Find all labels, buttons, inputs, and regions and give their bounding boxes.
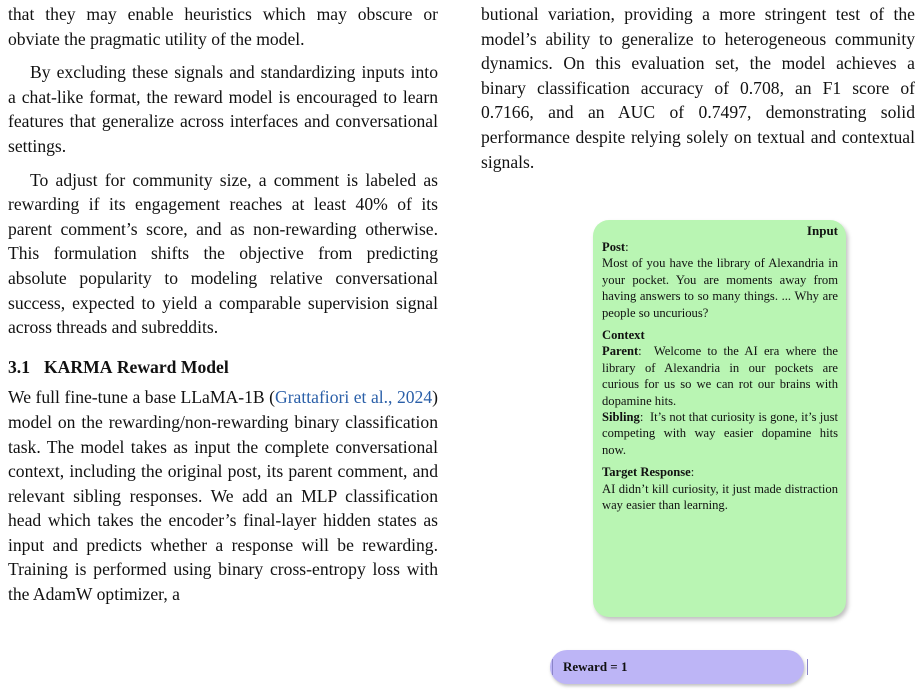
target-label: Target Response [602,465,691,480]
post-label-line: Post: [602,240,629,254]
sibling-label: Sibling [602,410,640,425]
parent-label: Parent [602,344,639,359]
paragraph-reward-model [8,385,438,606]
parent-block: Parent: Welcome to the AI era where the library of Alexandria in our pockets are curious for us so we can rot our brains with dopamine hits. [602,344,838,408]
paragraph-community-size: To adjust for community size, a comment is labeled as rewarding if its engagement reaches at least 40% of its parent comment’s score, and as non-rewarding otherwise. This formulation shifts the objective from predicting absolute popularity to modeling relative conversational success, expected to yield a comparable supervision signal across threads and subreddits. [8,169,438,338]
paragraph-reward-model-rest: ) model on the rewarding/non-rewarding binary classification task. The model takes as input the complete conversational context, including the original post, its parent comment, and relevant sibling responses. We add an MLP classification head which takes the encoder’s final-layer hidden states as input and predicts whether a response will be rewarding. Training is performed using binary cross-entropy loss with the AdamW optimizer, a [8,387,439,605]
section-title-smallcaps: KARMA [44,356,113,377]
reward-right-tick [807,659,808,675]
sibling-text: It’s not that curiosity is gone, it’s just competing with way easier dopamine hits now. [602,410,838,457]
section-title-rest: Reward Model [116,356,229,377]
right-column [481,0,915,174]
reward-left-tick [552,659,553,675]
post-text: Most of you have the library of Alexandria in your pocket. You are moments away from having answers to so many things. ... Why are people so uncurious? [602,256,838,320]
target-text: AI didn’t kill curiosity, it just made distraction way easier than learning. [602,481,838,513]
input-title: Input [806,223,838,238]
sibling-block: Sibling: It’s not that curiosity is gone, it’s just competing with way easier dopamine hits now. [602,410,838,457]
citation-link[interactable]: Grattafiori et al., 2024 [274,387,433,408]
post-label: Post [602,240,626,254]
paragraph-evaluation: butional variation, providing a more stringent test of the model’s ability to generalize to heterogeneous community dynamics. On this evaluation set, the model achieves a binary classification accuracy of 0.708, an F1 score of 0.7166, and an AUC of 0.7497, demonstrating solid performance despite relying solely on textual and contextual signals. [481,4,915,172]
input-card [593,220,846,617]
left-column [8,0,438,607]
reward-label: Reward = 1 [563,659,628,674]
section-heading [8,355,438,380]
paragraph-continued: that they may enable heuristics which may obscure or obviate the pragmatic utility of the model. [8,4,438,49]
paragraph-reward-model-start: We full fine-tune a base LLaMA-1B ( [8,387,275,408]
target-label-line: Target Response: [602,465,695,480]
reward-badge [550,650,804,684]
context-label: Context [602,328,645,343]
section-title [44,355,229,380]
paragraph-signal-exclusion: By excluding these signals and standardizing inputs into a chat-like format, the reward model is encouraged to learn features that generalize across interfaces and conversational settings. [8,62,438,156]
section-number: 3.1 [8,356,30,377]
parent-text: Welcome to the AI era where the library of Alexandria in our pockets are curious for us so we can rot our brains with dopamine hits. [602,344,838,408]
